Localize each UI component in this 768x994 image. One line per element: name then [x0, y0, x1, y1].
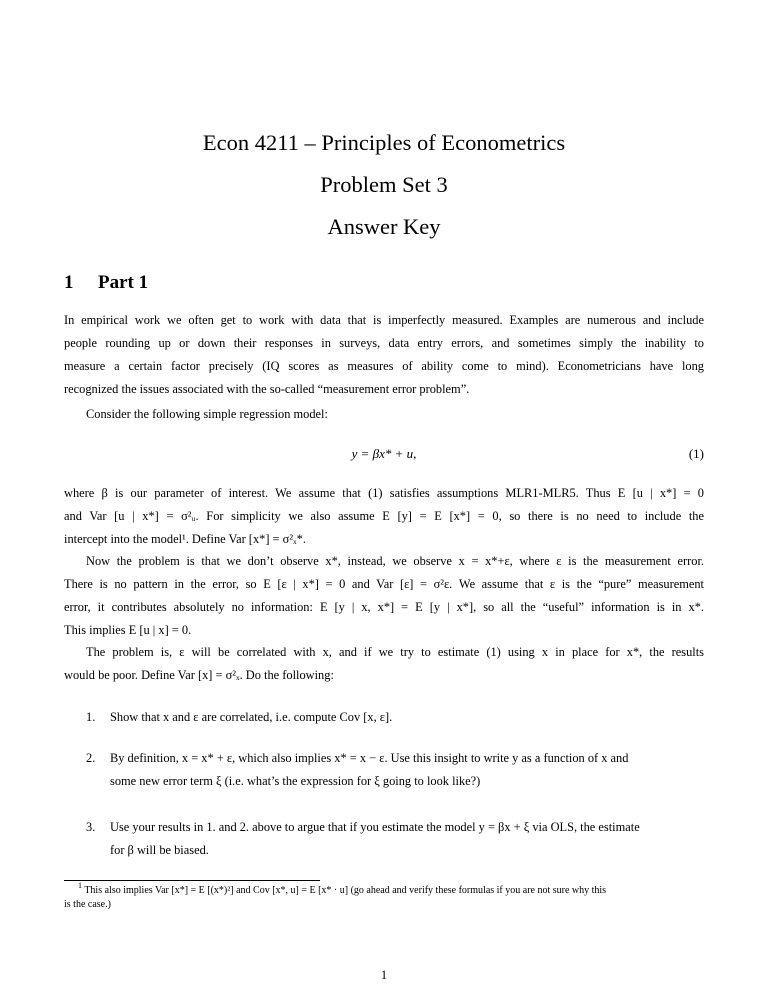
text-line: where β is our parameter of interest. We assume that (1) satisfies assumptions MLR1-MLR5. Thus E [u | x*] = 0	[64, 486, 704, 500]
page-number: 1	[380, 968, 388, 982]
text-line: The problem is, ε will be correlated with x, and if we try to estimate (1) using x in place for x*, the results	[86, 645, 704, 659]
problem-paragraph	[64, 550, 704, 642]
text-line: error, it contributes absolutely no information: E [y | x, x*] = E [y | x*], so all the “useful” information is in x*.	[64, 600, 704, 614]
text-line: Consider the following simple regression model:	[86, 407, 328, 421]
footnote-marker: 1	[78, 881, 82, 890]
task-intro-paragraph	[64, 641, 704, 687]
task-number: 3.	[86, 820, 96, 834]
model-intro	[64, 403, 704, 426]
text-line: for β will be biased.	[110, 843, 209, 857]
task-number: 2.	[86, 751, 96, 765]
text-line: recognized the issues associated with the so-called “measurement error problem”.	[64, 382, 470, 396]
text-line: This implies E [u | x] = 0.	[64, 623, 192, 637]
text-line: Now the problem is that we don’t observe x*, instead, we observe x = x*+ε, where ε is the measurement error.	[86, 554, 704, 568]
section-heading	[64, 272, 148, 294]
equation-expression: y = βx* + u,	[351, 446, 417, 461]
text-line: people rounding up or down their responses in surveys, data entry errors, and sometimes simply the inability to	[64, 336, 704, 350]
text-line: There is no pattern in the error, so E [ε | x*] = 0 and Var [ε] = σ²ε. We assume that ε is the “pure” measurement	[64, 577, 704, 591]
text-line: and Var [u | x*] = σ²ᵤ. For simplicity we also assume E [y] = E [x*] = 0, so there is no need to include the	[64, 509, 704, 523]
answer-key-title: Answer Key	[327, 214, 441, 239]
intro-paragraph	[64, 309, 704, 401]
footnote	[64, 881, 704, 912]
footnote-rule	[64, 880, 320, 881]
task-text	[110, 747, 704, 793]
task-text	[110, 706, 704, 729]
assumptions-paragraph	[64, 482, 704, 551]
equation-number: (1)	[688, 446, 704, 461]
section-title: Part 1	[98, 272, 149, 293]
text-line: would be poor. Define Var [x] = σ²ₓ. Do the following:	[64, 668, 334, 682]
footnote-line: is the case.)	[64, 899, 111, 910]
task-text	[110, 816, 704, 862]
text-line: Use your results in 1. and 2. above to argue that if you estimate the model y = βx + ξ via OLS, the estimate	[110, 820, 640, 834]
footnote-line: $^1$ This also implies Var [x*] = E [(x*)²] and Cov [x*, u] = E [x* · u] (go ahead and verify these formulas if you are not sure why this	[78, 881, 607, 896]
task-number: 1.	[86, 710, 96, 724]
text-line: Show that x and ε are correlated, i.e. compute Cov [x, ε].	[110, 710, 393, 724]
course-title: Econ 4211 – Principles of Econometrics	[202, 130, 566, 155]
text-line: In empirical work we often get to work with data that is imperfectly measured. Examples are numerous and include	[64, 313, 704, 327]
text-line: By definition, x = x* + ε, which also implies x* = x − ε. Use this insight to write y as a function of x and	[110, 751, 629, 765]
section-number: 1	[64, 272, 74, 293]
text-line: measure a certain factor precisely (IQ scores as measures of ability come to mind). Econometricians have long	[64, 359, 704, 373]
text-line: intercept into the model¹. Define Var [x*] = σ²ₓ*.	[64, 532, 306, 546]
text-line: some new error term ξ (i.e. what’s the expression for ξ going to look like?)	[110, 774, 481, 788]
problem-set-title: Problem Set 3	[320, 172, 448, 197]
